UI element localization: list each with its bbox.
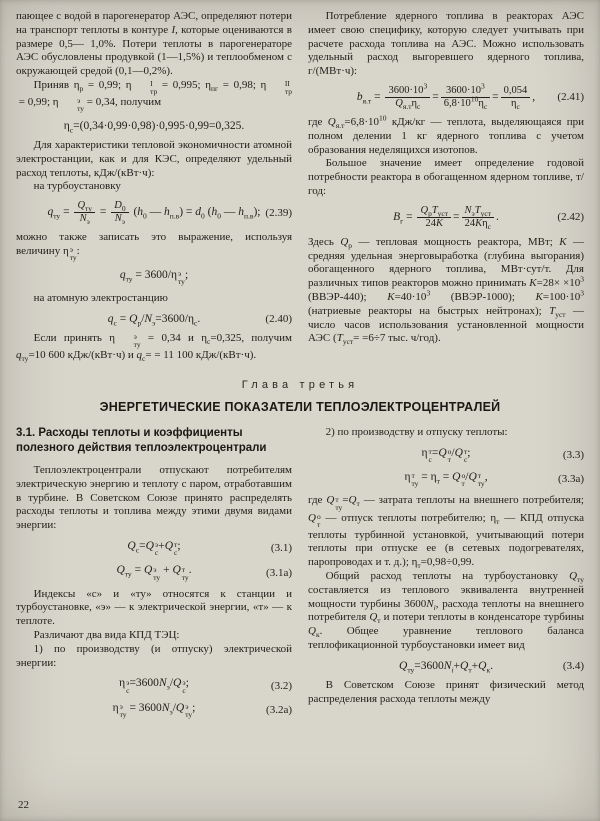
equation-number: (3.2) (270, 679, 292, 692)
formula: $q_с = Q_р/N_э=3600/\eta_с$. (107, 313, 201, 328)
equation-number: (3.2а) (266, 703, 292, 716)
equation-row (308, 659, 584, 673)
equation-row (308, 205, 584, 230)
formula: $B_г$ = $Q_рT_{уст}$ 24K = $N_эT_{уст}$ $24K\eta_с$ . (393, 204, 499, 231)
equation-row (308, 81, 584, 112)
bottom-right-column (308, 426, 584, 725)
paragraph: Приняв $\eta_р = 0,99$; η I тр = 0,995; $\eta_{пг} = 0,98$; η II тр = 0,99; η э ту = 0,34, получим (16, 78, 293, 114)
page-number: 22 (18, 799, 29, 811)
formula: $q_{ту}$ = $Q_{ту}$ $N_э$ = $D_0$ $N_э$ ($h_0$ — $h_{п.в}) = d_0$ ($h_0$ — $h_{п.в}$); (47, 200, 261, 227)
paragraph: на турбоустановку (33, 180, 121, 193)
formula: $b_{я.т}$ = $3600\cdot 10^3$ $Q_{я.т}\eta_с$ = $3600\cdot 10^3$ $6,8\cdot 10^{10}\eta_с$ = 0,054 $\eta_с$ , (356, 81, 536, 112)
paragraph: Различают два вида КПД ТЭЦ: (33, 629, 180, 642)
equation-row (16, 268, 292, 286)
equation-row (16, 200, 292, 225)
equation-number: (3.3а) (558, 473, 584, 486)
formula: η т ту = $\eta_т = Q$ о т /Q т ту , (404, 471, 488, 489)
paragraph: Индексы «с» и «ту» относятся к станции и турбоустановке, «э» — к электрической энергии, «т» — к теплоте. (16, 587, 292, 628)
chapter-heading (16, 379, 584, 414)
equation-number: (3.3) (562, 449, 584, 462)
bottom-left-column (16, 426, 292, 725)
top-right-column (308, 10, 584, 363)
equation-number: (2.39) (265, 206, 292, 219)
equation-row (308, 470, 584, 488)
equation-row (16, 119, 292, 133)
equation-row (16, 701, 292, 719)
top-columns (16, 10, 584, 363)
paragraph: можно также записать это выражение, используя величину η э ту : (16, 231, 292, 263)
paragraph: Здесь $Q_р$ — тепловая мощность реактора, МВт; K — средняя удельная энерговыработка (глубина выгорания) обогащенного ядерного топлива, МВт·сут/т. Для различных типов реакторов можно принимать $K=28\times \times 10^3$ (ВВЭР-440); $K=40\cdot 10^3$ (ВВЭР-1000); $K=100\cdot 10^3$ (натриевые реакторы на быстрых нейтронах); $T_{уст}$ — число часов использования установленной мощности АЭС ($T_{уст}= =6\div 7$ тыс. ч/год). (308, 235, 585, 347)
paragraph: Большое значение имеет определение годовой потребности реактора в обогащенном ядерном топливе, т/год: (308, 157, 584, 197)
paragraph: где Q т ту $=Q_т$ — затрата теплоты на внешнего потребителя; Q о т — отпуск теплоты потребителю; $\eta_т$ — КПД отпуска теплоты турбинной установкой, учитывающий потери теплоты при отпуске ее (в сетевых подогревателях, паропроводах и т. д.); $\eta_т=0,98\div 0,99$. (308, 494, 584, 571)
formula: $Q_{ту} = Q$ э ту + Q т ту . (116, 564, 192, 582)
formula: $Q_с=Q$ э с +Q т с ; (127, 540, 181, 558)
chapter-kicker: Глава третья (241, 379, 359, 392)
chapter-title: ЭНЕРГЕТИЧЕСКИЕ ПОКАЗАТЕЛИ ТЕПЛОЭЛЕКТРОЦЕНТРАЛЕЙ (99, 400, 501, 415)
formula: η т с =Q о т /Q т с ; (421, 446, 471, 465)
paragraph: на атомную электростанцию (33, 292, 168, 305)
formula: η э с $=3600N_э/Q$ э с ; (119, 677, 189, 695)
formula: $Q_{ту}=3600N_i+Q_т+Q_к$. (399, 659, 493, 675)
formula: $\eta_с=(0,34\cdot 0,99\cdot 0,98)\cdot 0,995\cdot 0,99=0,325$. (63, 120, 245, 135)
paragraph: 1) по производству (и отпуску) электрической энергии: (16, 642, 292, 669)
equation-number: (3.1а) (266, 566, 292, 579)
paragraph: Теплоэлектроцентрали отпускают потребителям электрическую энергию и теплоту с паром, отработавшим в турбине. В Советском Союзе принято распределять расходы теплоты и топлива между этими двумя видами энергии: (16, 464, 292, 532)
equation-number: (3.1) (270, 542, 292, 555)
formula: $q_{ту} = 3600/\eta$ э ту ; (119, 269, 189, 287)
paragraph: где $Q_{я.т}=6,8\cdot 10^{10}$ кДж/кг — теплота, выделяющаяся при полном делении 1 кг ядерного топлива с учетом образования неделящихся изотопов. (308, 113, 585, 156)
equation-row (16, 312, 292, 326)
equation-row (308, 446, 584, 464)
equation-number: (2.40) (265, 313, 292, 326)
paragraph: Для характеристики тепловой экономичности атомной электростанции, как и для КЭС, определяют удельный расход теплоты, кДж/(кВт·ч): (16, 139, 292, 179)
equation-row (16, 539, 292, 557)
paragraph: 2) по производству и отпуску теплоты: (325, 426, 508, 439)
section-heading: 3.1. Расходы теплоты и коэффициенты полезного действия теплоэлектроцентрали (16, 427, 267, 454)
paragraph: Общий расход теплоты на турбоустановку $Q_{ту}$ составляется из теплового эквивалента внутренней мощности турбины $3600N_i$, расхода теплоты на внешнего потребителя $Q_т$ и потери теплоты в конденсаторе турбины $Q_к$. Общее уравнение теплового баланса теплофикационной турбоустановки имеет вид (308, 569, 584, 651)
paragraph: Если принять η э ту = 0,34 и $\eta_с=0,325$, получим $q_{ту}=10$ 600 кДж/(кВт·ч) и $q_с= = 11$ 100 кДж/(кВт·ч). (16, 332, 293, 364)
equation-number: (3.4) (562, 659, 584, 672)
paragraph: В Советском Союзе принят физический метод распределения расхода теплоты между (308, 678, 584, 705)
equation-row (16, 676, 292, 694)
bottom-columns (16, 426, 584, 725)
paragraph: пающее с водой в парогенератор АЭС, определяют потери на транспорт теплоты в контуре I, которые оцениваются в размере 0,5— 1,0%. Потери теплоты в парогенераторе АЭС обусловлены продувкой (1—1,5%) и теплообменом с окружающей средой (0,1—0,2%). (16, 10, 292, 78)
equation-number: (2.42) (557, 211, 584, 224)
formula: η э ту = $3600N_э/Q$ э ту ; (112, 701, 196, 720)
equation-row (16, 563, 292, 581)
equation-number: (2.41) (557, 91, 584, 104)
top-left-column (16, 10, 292, 363)
paragraph: Потребление ядерного топлива в реакторах АЭС имеет свою специфику, которую следует учитывать при расчете расхода топлива на АЭС. Можно использовать удельный расход выгоревшего ядерного топлива, г/(МВт·ч): (308, 10, 584, 78)
